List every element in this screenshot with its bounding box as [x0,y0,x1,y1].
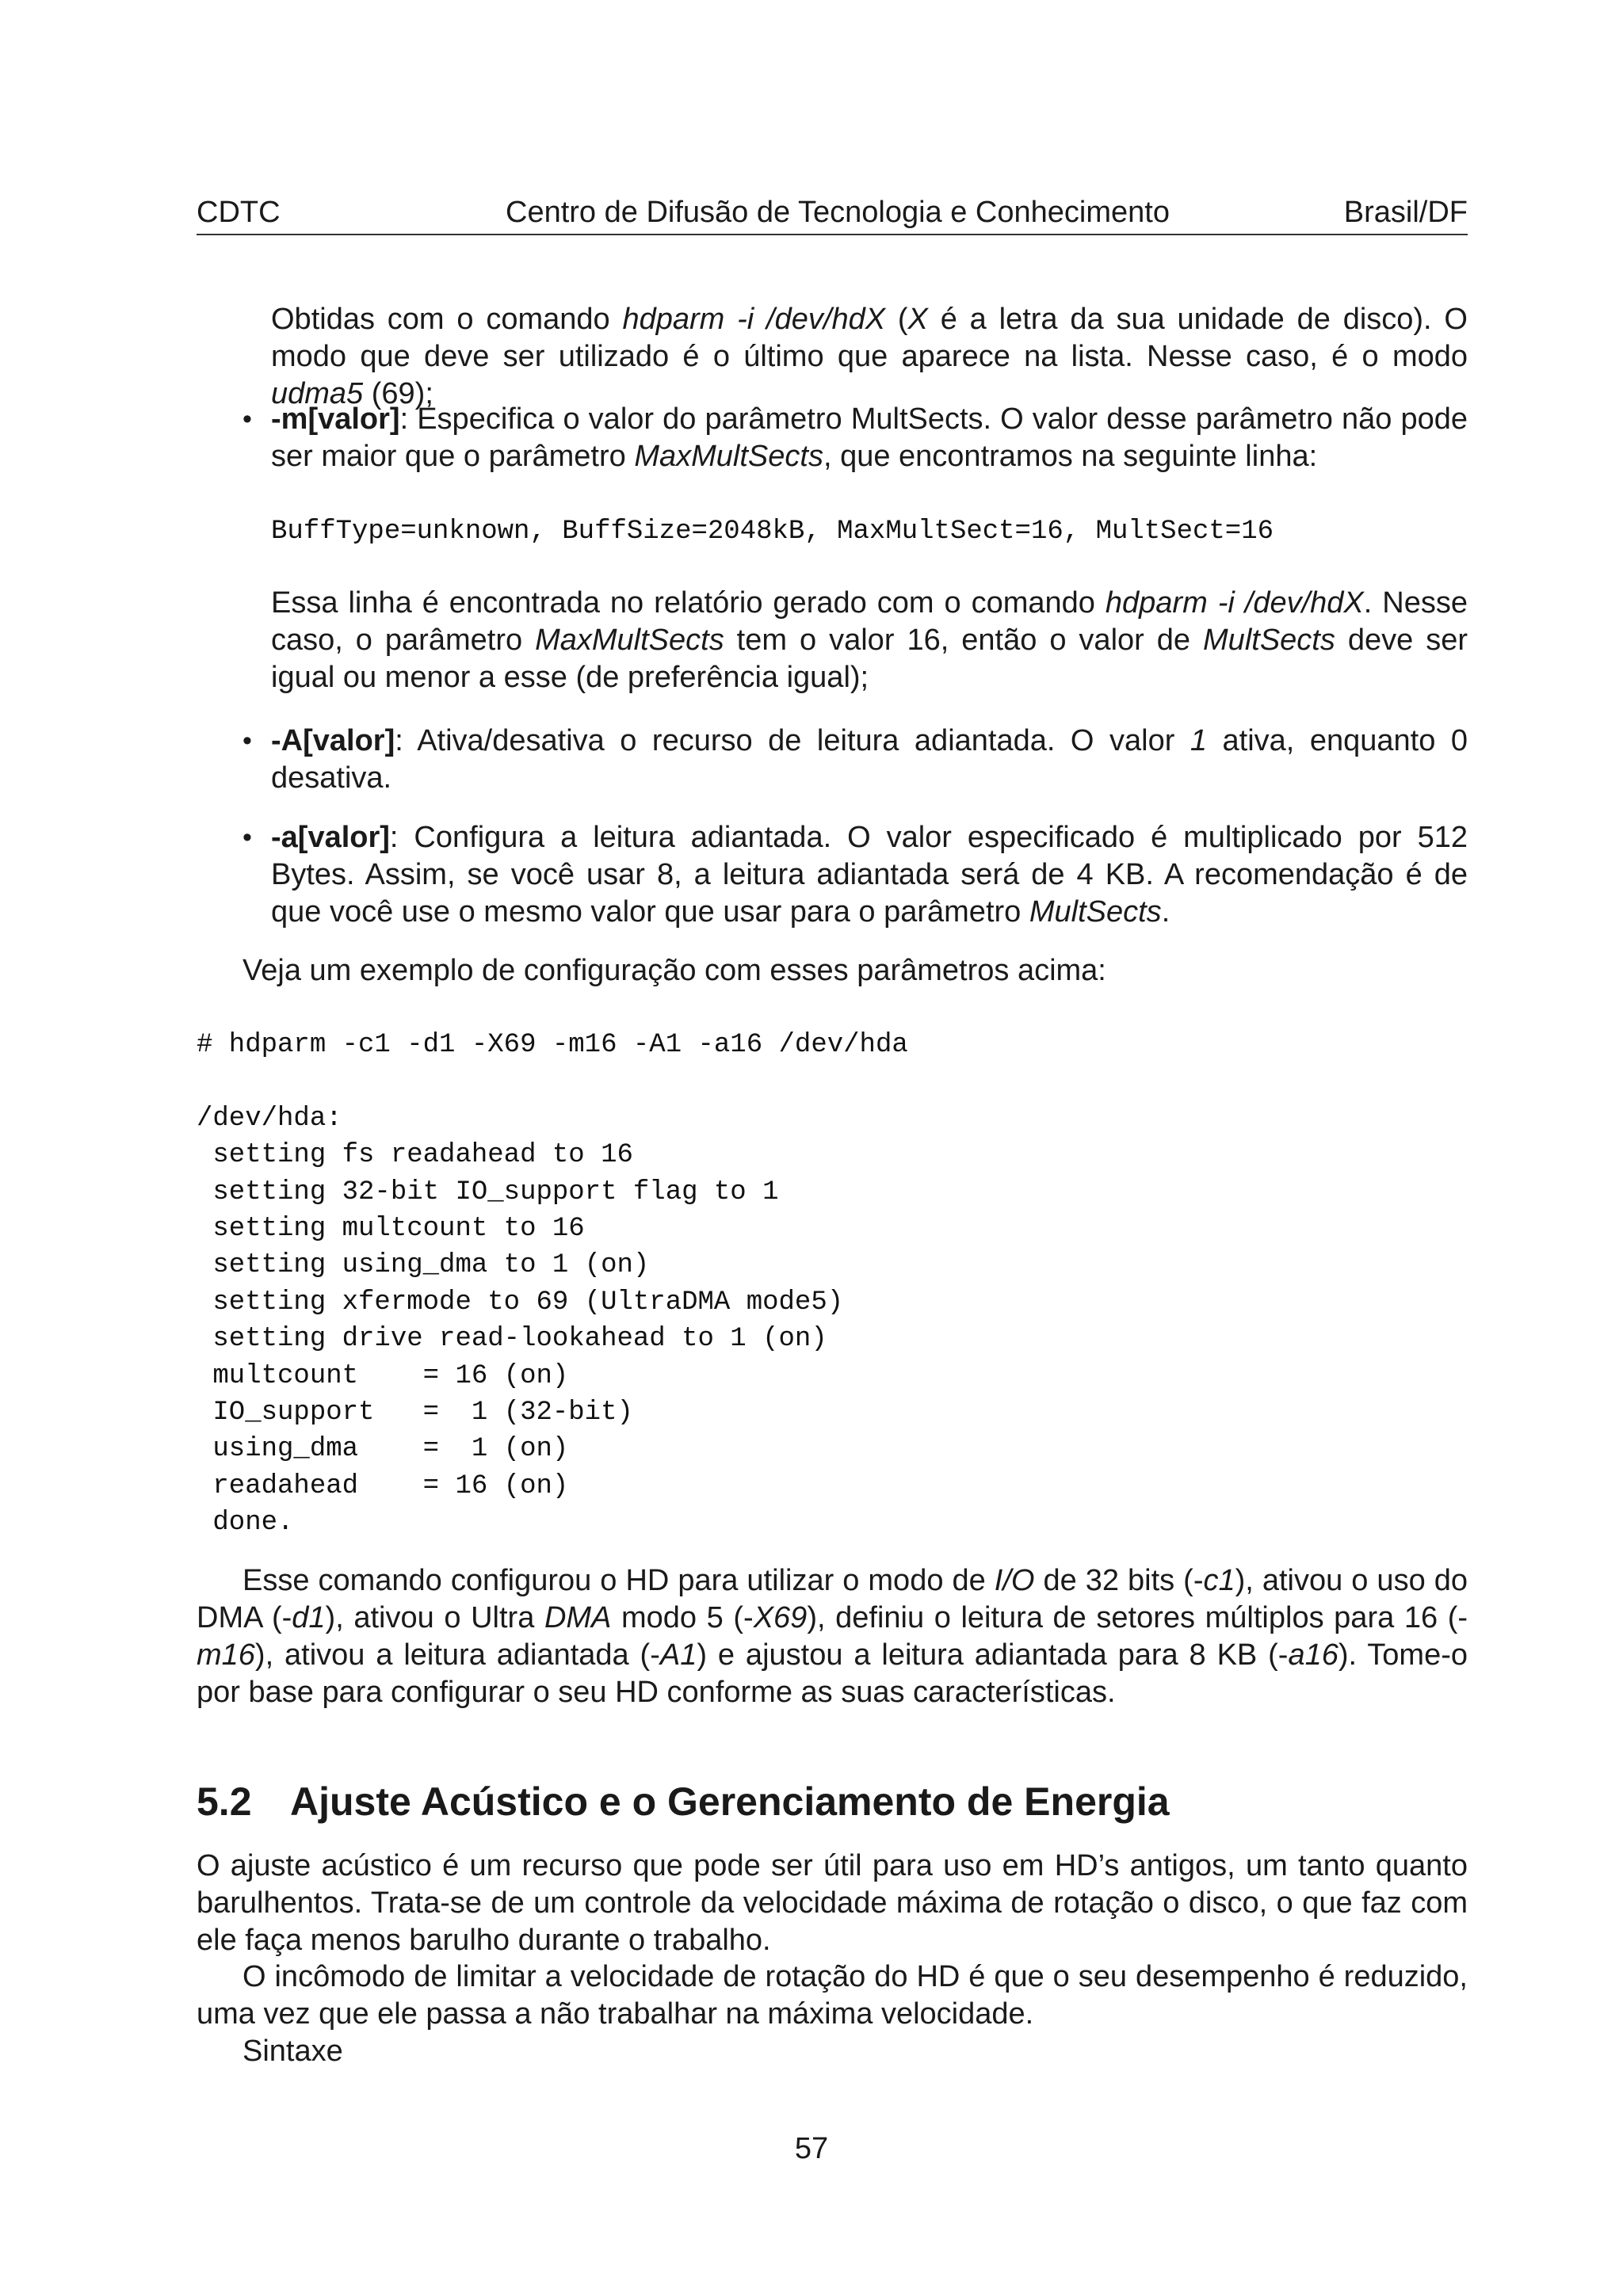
paragraph-continuation: Obtidas com o comando hdparm -i /dev/hdX (X é a letra da sua unidade de disco). O modo que deve ser utilizado é o último que aparece na lista. Nesse caso, é o modo udma5 (69); [271,303,1468,410]
bullet-marker: • [242,404,252,434]
page-header [197,193,1468,231]
paragraph-essa-linha: Essa linha é encontrada no relatório gerado com o comando hdparm -i /dev/hdX. Nesse caso, o parâmetro MaxMultSects tem o valor 16, então o valor de MultSects deve ser igual ou menor a esse (de preferência igual); [271,586,1468,694]
paragraph-incomodo: O incômodo de limitar a velocidade de rotação do HD é que o seu desempenho é reduzido, uma vez que ele passa a não trabalhar na máxima velocidade. [197,1960,1468,2031]
paragraph-veja-exemplo: Veja um exemplo de configuração com esses parâmetros acima: [242,954,1106,987]
header-left: CDTC [197,196,281,229]
header-right: Brasil/DF [1343,196,1468,229]
section-number: 5.2 [197,1779,252,1824]
list-item-A: -A[valor]: Ativa/desativa o recurso de leitura adiantada. O valor 1 ativa, enquanto 0 desativa. [271,724,1468,795]
header-center: Centro de Difusão de Tecnologia e Conhecimento [506,196,1170,229]
section-heading [197,1778,1170,1825]
code-block-hdparm: # hdparm -c1 -d1 -X69 -m16 -A1 -a16 /dev/hda /dev/hda: setting fs readahead to 16 setting 32-bit IO_support flag to 1 setting multcount to 16 setting using_dma to 1 (on) setting xfermode to 69 (UltraDMA mode5) setting drive read-lookahead to 1 (on) multcount = 16 (on) IO_support = 1 (32-bit) using_dma = 1 (on) readahead = 16 (on) done. [197,1030,908,1539]
page-number: 57 [794,2132,829,2165]
section-title: Ajuste Acústico e o Gerenciamento de Energia [290,1779,1170,1824]
paragraph-esse-comando: Esse comando configurou o HD para utilizar o modo de I/O de 32 bits (-c1), ativou o uso do DMA (-d1), ativou o Ultra DMA modo 5 (-X69), definiu o leitura de setores múltiplos para 16 (-m16), ativou a leitura adiantada (-A1) e ajustou a leitura adiantada para 8 KB (-a16). Tome-o por base para configurar o seu HD conforme as suas características. [197,1564,1468,1709]
bullet-marker: • [242,822,252,852]
paragraph-sintaxe: Sintaxe [242,2035,343,2068]
bullet-marker: • [242,726,252,756]
header-rule [197,234,1468,235]
paragraph-ajuste-acustico: O ajuste acústico é um recurso que pode ser útil para uso em HD’s antigos, um tanto quanto barulhentos. Trata-se de um controle da velocidade máxima de rotação o disco, o que faz com ele faça menos barulho durante o trabalho. [197,1849,1468,1957]
code-line-bufftype: BuffType=unknown, BuffSize=2048kB, MaxMultSect=16, MultSect=16 [271,517,1274,547]
list-item-a: -a[valor]: Configura a leitura adiantada. O valor especificado é multiplicado por 512 Bytes. Assim, se você usar 8, a leitura adiantada será de 4 KB. A recomendação é de que você use o mesmo valor que usar para o parâmetro MultSects. [271,821,1468,929]
list-item-m: -m[valor]: Especifica o valor do parâmetro MultSects. O valor desse parâmetro não pode ser maior que o parâmetro MaxMultSects, que encontramos na seguinte linha: [271,402,1468,473]
